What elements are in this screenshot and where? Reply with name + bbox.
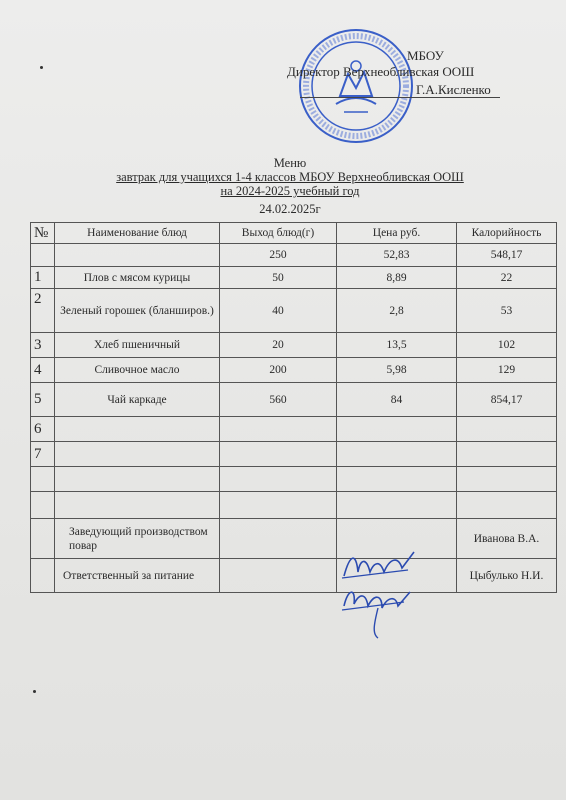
signature-spacer [220, 559, 337, 593]
row-calories [457, 417, 557, 442]
signature-tsybulko [338, 584, 418, 640]
totals-calories: 548,17 [457, 244, 557, 267]
empty-cell [55, 467, 220, 492]
row-dish: Чай каркаде [55, 383, 220, 417]
header-num: № [31, 223, 55, 244]
row-output: 560 [220, 383, 337, 417]
mark-dot-top [40, 66, 43, 69]
totals-name [55, 244, 220, 267]
row-num: 5 [31, 383, 55, 417]
header-calories: Калорийность [457, 223, 557, 244]
table-row [31, 267, 557, 289]
row-num: 4 [31, 358, 55, 383]
row-num: 1 [31, 267, 55, 289]
table-header-row [31, 223, 557, 244]
mark-dot-bottom [33, 690, 36, 693]
director-underline [300, 97, 500, 98]
title-year: на 2024-2025 учебный год [220, 184, 360, 198]
row-output: 50 [220, 267, 337, 289]
row-price: 84 [337, 383, 457, 417]
empty-cell [457, 492, 557, 519]
row-price: 13,5 [337, 333, 457, 358]
menu-table [30, 222, 557, 593]
totals-output: 250 [220, 244, 337, 267]
empty-cell [55, 492, 220, 519]
title-subject: завтрак для учащихся 1-4 классов МБОУ Верхнеобливская ООШ [116, 170, 464, 184]
table-row [31, 358, 557, 383]
row-calories: 53 [457, 289, 557, 333]
signature-name: Цыбулько Н.И. [457, 559, 557, 593]
header-name: Наименование блюд [55, 223, 220, 244]
row-calories [457, 442, 557, 467]
row-dish [55, 442, 220, 467]
row-output: 200 [220, 358, 337, 383]
row-price: 8,89 [337, 267, 457, 289]
signature-num [31, 559, 55, 593]
row-dish: Плов с мясом курицы [55, 267, 220, 289]
title-block [40, 156, 540, 216]
table-row [31, 289, 557, 333]
empty-row [31, 467, 557, 492]
row-num: 7 [31, 442, 55, 467]
row-price [337, 417, 457, 442]
table-row [31, 383, 557, 417]
empty-cell [31, 492, 55, 519]
empty-cell [220, 492, 337, 519]
header-output: Выход блюд(г) [220, 223, 337, 244]
row-price [337, 442, 457, 467]
row-calories: 102 [457, 333, 557, 358]
row-dish: Хлеб пшеничный [55, 333, 220, 358]
empty-cell [337, 467, 457, 492]
title-menu: Меню [273, 156, 307, 170]
official-stamp [296, 26, 416, 146]
totals-price: 52,83 [337, 244, 457, 267]
signature-ivanova [340, 548, 420, 584]
totals-row [31, 244, 557, 267]
header-price: Цена руб. [337, 223, 457, 244]
signature-spacer [220, 519, 337, 559]
signature-row [31, 519, 557, 559]
row-price: 5,98 [337, 358, 457, 383]
row-calories: 129 [457, 358, 557, 383]
row-num: 3 [31, 333, 55, 358]
row-dish [55, 417, 220, 442]
empty-row [31, 492, 557, 519]
title-date: 24.02.2025г [259, 202, 321, 216]
director-line: Директор Верхнеобливская ООШ [287, 64, 475, 79]
row-dish: Зеленый горошек (бланширов.) [55, 289, 220, 333]
signature-role: Ответственный за питание [55, 559, 220, 593]
row-output [220, 442, 337, 467]
row-output: 40 [220, 289, 337, 333]
director-name: Г.А.Кисленко [416, 82, 491, 97]
totals-num [31, 244, 55, 267]
row-num: 6 [31, 417, 55, 442]
row-dish: Сливочное масло [55, 358, 220, 383]
row-output [220, 417, 337, 442]
row-calories: 22 [457, 267, 557, 289]
signature-row [31, 559, 557, 593]
table-row [31, 442, 557, 467]
signature-role: Заведующий производством повар [55, 519, 220, 559]
empty-cell [31, 467, 55, 492]
table-row [31, 417, 557, 442]
table-row [31, 333, 557, 358]
empty-cell [337, 492, 457, 519]
signature-name: Иванова В.А. [457, 519, 557, 559]
empty-cell [220, 467, 337, 492]
org-name: МБОУ [407, 48, 444, 63]
row-calories: 854,17 [457, 383, 557, 417]
empty-cell [457, 467, 557, 492]
signature-num [31, 519, 55, 559]
row-output: 20 [220, 333, 337, 358]
row-price: 2,8 [337, 289, 457, 333]
row-num: 2 [31, 289, 55, 333]
